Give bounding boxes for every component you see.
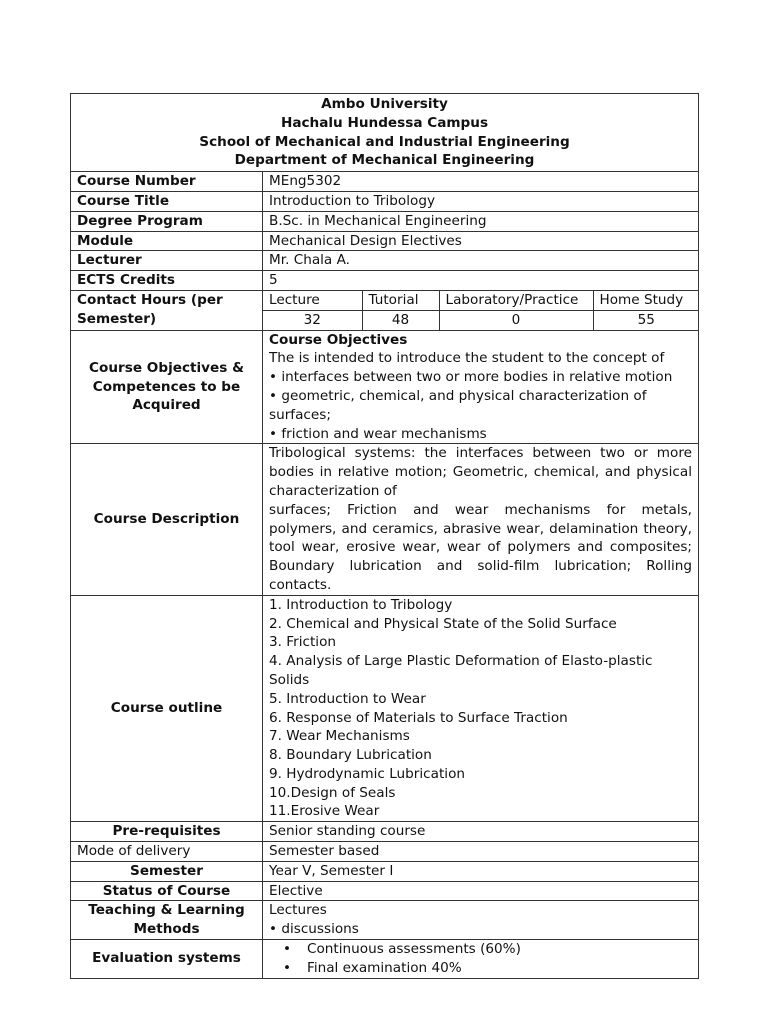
objective-item: • geometric, chemical, and physical characterization of surfaces; bbox=[269, 387, 647, 423]
objectives-title: Course Objectives bbox=[269, 331, 408, 348]
teaching-value bbox=[263, 901, 699, 940]
course-title-value: Introduction to Tribology bbox=[263, 191, 699, 211]
contact-hours-header: Home Study bbox=[593, 291, 699, 310]
evaluation-item: • Continuous assessments (60%) bbox=[307, 940, 692, 959]
outline-item: 5. Introduction to Wear bbox=[269, 690, 426, 707]
contact-hours-header: Lecture bbox=[263, 291, 362, 310]
description-text: surfaces; Friction and wear mechanisms for metals, polymers, and ceramics, abrasive wear, delamination theory, tool wear, erosive wear, wear of polymers and composites; Boundary lubrication and solid-film lubrication; Rolling contacts. bbox=[269, 501, 693, 593]
contact-hours-value: 55 bbox=[637, 311, 655, 328]
header-cell bbox=[71, 94, 699, 172]
degree-program-label: Degree Program bbox=[71, 211, 263, 231]
teaching-label: Teaching & Learning Methods bbox=[71, 901, 263, 940]
semester-row bbox=[71, 861, 699, 881]
header-row bbox=[71, 94, 699, 172]
ects-label: ECTS Credits bbox=[71, 271, 263, 291]
module-label: Module bbox=[71, 231, 263, 251]
mode-value: Semester based bbox=[263, 842, 699, 862]
contact-hours-row bbox=[71, 290, 699, 330]
contact-hours-value-row bbox=[263, 310, 699, 329]
outline-item: 2. Chemical and Physical State of the Solid Surface bbox=[269, 615, 617, 632]
outline-item: 8. Boundary Lubrication bbox=[269, 747, 432, 764]
mode-label: Mode of delivery bbox=[71, 842, 263, 862]
contact-hours-value: 32 bbox=[263, 310, 362, 329]
lecturer-label: Lecturer bbox=[71, 251, 263, 271]
campus-name: Hachalu Hundessa Campus bbox=[280, 114, 489, 131]
status-label: Status of Course bbox=[71, 881, 263, 901]
objectives-row bbox=[71, 330, 699, 444]
degree-program-value: B.Sc. in Mechanical Engineering bbox=[263, 211, 699, 231]
outline-item: 10.Design of Seals bbox=[269, 784, 396, 801]
prerequisites-label: Pre-requisites bbox=[71, 822, 263, 842]
description-text: Tribological systems: the interfaces between two or more bodies in relative motion; Geometric, chemical, and physical characterization of bbox=[269, 445, 693, 499]
contact-hours-table bbox=[263, 291, 699, 330]
contact-hours-header: Laboratory/Practice bbox=[439, 291, 593, 310]
teaching-method: • discussions bbox=[269, 921, 359, 938]
evaluation-label: Evaluation systems bbox=[71, 940, 263, 979]
outline-item: 3. Friction bbox=[269, 634, 336, 651]
prerequisites-row bbox=[71, 822, 699, 842]
degree-program-row bbox=[71, 211, 699, 231]
evaluation-list bbox=[269, 940, 692, 978]
university-name: Ambo University bbox=[321, 96, 448, 112]
status-value: Elective bbox=[263, 881, 699, 901]
semester-label: Semester bbox=[71, 861, 263, 881]
contact-hours-value: 48 bbox=[362, 310, 439, 329]
course-title-label: Course Title bbox=[71, 191, 263, 211]
module-value: Mechanical Design Electives bbox=[263, 231, 699, 251]
outline-item: 4. Analysis of Large Plastic Deformation of Elasto-plastic Solids bbox=[269, 653, 653, 688]
lecturer-row bbox=[71, 251, 699, 271]
semester-value: Year V, Semester I bbox=[263, 861, 699, 881]
contact-hours-value: 0 bbox=[439, 310, 593, 329]
objective-item: • interfaces between two or more bodies in relative motion bbox=[269, 369, 673, 386]
objective-item: • friction and wear mechanisms bbox=[269, 425, 487, 442]
outline-item: 9. Hydrodynamic Lubrication bbox=[269, 765, 466, 782]
contact-hours-cell bbox=[263, 290, 699, 330]
objectives-intro: The is intended to introduce the student to the concept of bbox=[269, 350, 665, 367]
school-name: School of Mechanical and Industrial Engineering bbox=[199, 133, 570, 150]
outline-item: 1. Introduction to Tribology bbox=[269, 596, 453, 613]
outline-value bbox=[263, 595, 699, 822]
objectives-value bbox=[263, 330, 699, 444]
course-title-row bbox=[71, 191, 699, 211]
course-number-value: MEng5302 bbox=[263, 172, 699, 192]
lecturer-value: Mr. Chala A. bbox=[263, 251, 699, 271]
teaching-row bbox=[71, 901, 699, 940]
module-row bbox=[71, 231, 699, 251]
description-label: Course Description bbox=[71, 444, 263, 595]
outline-item: 6. Response of Materials to Surface Traction bbox=[269, 709, 568, 726]
prerequisites-value: Senior standing course bbox=[263, 822, 699, 842]
course-number-label: Course Number bbox=[71, 172, 263, 192]
description-row bbox=[71, 444, 699, 595]
outline-label: Course outline bbox=[71, 595, 263, 822]
course-syllabus-table bbox=[70, 93, 699, 979]
description-value bbox=[263, 444, 699, 595]
ects-value: 5 bbox=[263, 271, 699, 291]
ects-row bbox=[71, 271, 699, 291]
outline-row bbox=[71, 595, 699, 822]
objectives-label: Course Objectives & Competences to be Acquired bbox=[71, 330, 263, 444]
status-row bbox=[71, 881, 699, 901]
outline-item: 7. Wear Mechanisms bbox=[269, 728, 410, 745]
evaluation-value bbox=[263, 940, 699, 979]
department-name: Department of Mechanical Engineering bbox=[234, 152, 535, 169]
contact-hours-label: Contact Hours (per Semester) bbox=[71, 290, 263, 330]
teaching-method: Lectures bbox=[269, 902, 327, 919]
mode-row bbox=[71, 842, 699, 862]
evaluation-item: • Final examination 40% bbox=[307, 959, 692, 978]
contact-hours-header: Tutorial bbox=[362, 291, 439, 310]
evaluation-row bbox=[71, 940, 699, 979]
outline-item: 11.Erosive Wear bbox=[269, 803, 380, 820]
course-number-row bbox=[71, 172, 699, 192]
contact-hours-header-row bbox=[263, 291, 699, 310]
